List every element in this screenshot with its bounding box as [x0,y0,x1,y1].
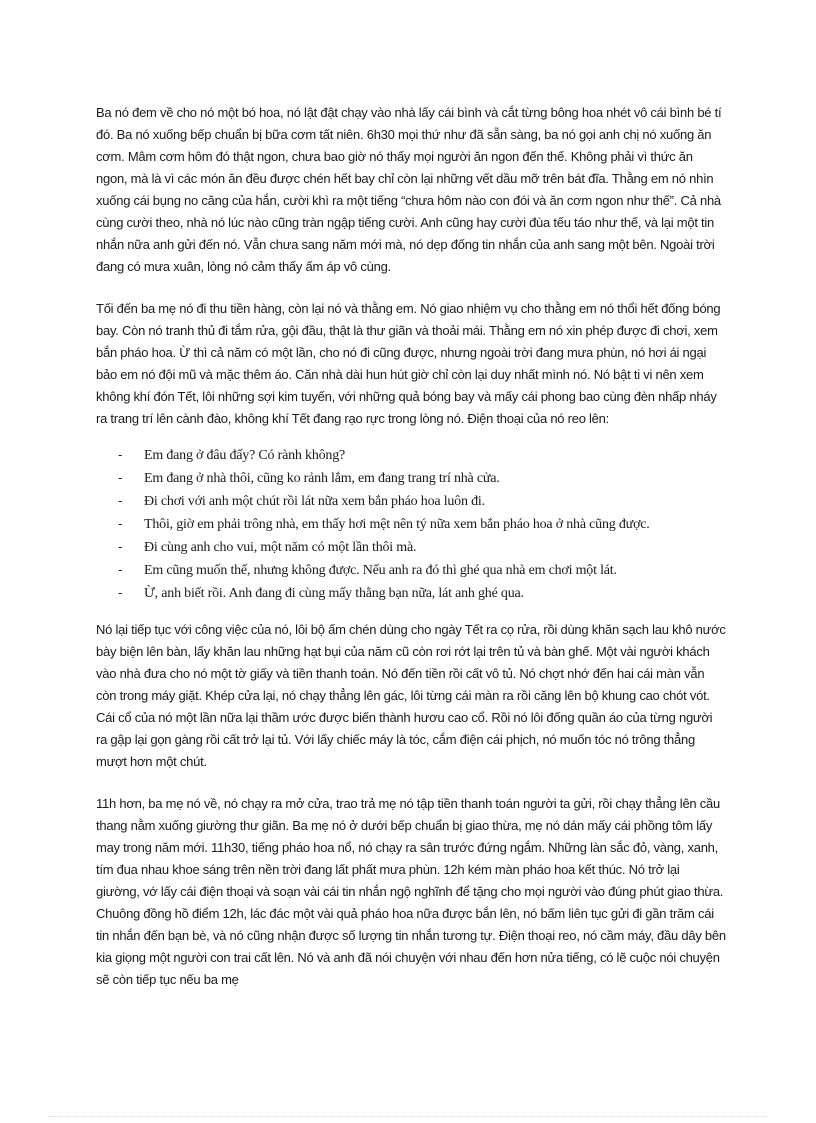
dialogue-text: Thôi, giờ em phải trông nhà, em thấy hơi mệt nên tý nữa xem bắn pháo hoa ở nhà cũng được. [144,517,650,532]
dialogue-text: Ừ, anh biết rồi. Anh đang đi cùng mấy thằng bạn nữa, lát anh ghé qua. [144,586,524,601]
dialogue-text: Đi chơi với anh một chút rồi lát nữa xem bắn pháo hoa luôn đi. [144,494,485,509]
dialogue-text: Em cũng muốn thế, nhưng không được. Nếu anh ra đó thì ghé qua nhà em chơi một lát. [144,563,617,578]
dash-marker: - [118,470,123,485]
dialogue-text: Em đang ở đâu đấy? Có rành không? [144,448,346,463]
dash-marker: - [118,539,123,554]
dialogue-line [96,444,726,467]
dash-marker: - [118,585,123,600]
dash-marker: - [118,516,123,531]
dash-marker: - [118,493,123,508]
dialogue-line [96,513,726,536]
paragraph-new-year: 11h hơn, ba mẹ nó về, nó chạy ra mở cửa, trao trả mẹ nó tập tiền thanh toán người ta gửi, rồi chạy thẳng lên cầu thang nằm xuống giường thư giãn. Ba mẹ nó ở dưới bếp chuẩn bị giao thừa, mẹ nó dán mấy cái phồng tôm lấy may trong năm mới. 11h30, tiếng pháo hoa nổ, nó chạy ra sân trước đứng ngắm. Những làn sắc đỏ, vàng, xanh, tím đua nhau khoe sáng trên nền trời đang lất phất mưa phùn. 12h kém màn pháo hoa kết thúc. Nó trở lại giường, vớ lấy cái điện thoại và soạn vài cái tin nhắn ngộ nghĩnh để tặng cho mọi người vào đúng phút giao thừa. Chuông đồng hồ điểm 12h, lác đác một vài quả pháo hoa nữa được bắn lên, nó bấm liên tục gửi đi gần trăm cái tin nhắn đến bạn bè, và nó cũng nhận được số lượng tin nhắn tương tự. Điện thoại reo, nó cầm máy, đầu dây bên kia giọng một người con trai cất lên. Nó và anh đã nói chuyện với nhau đến hơn nửa tiếng, có lẽ cuộc nói chuyện sẽ còn tiếp tục nếu ba mẹ [96,796,726,987]
dash-marker: - [118,562,123,577]
dialogue-line [96,467,726,490]
paragraph-evening: Tối đến ba mẹ nó đi thu tiền hàng, còn lại nó và thằng em. Nó giao nhiệm vụ cho thằng em nó thổi hết đống bóng bay. Còn nó tranh thủ đi tắm rửa, gội đầu, thật là thư giãn và thoải mái. Thằng em nó xin phép được đi chơi, xem bắn pháo hoa. Ừ thì cả năm có một lần, cho nó đi cũng được, nhưng ngoài trời đang mưa phùn, nó hơi ái ngại bảo em nó đội mũ và mặc thêm áo. Căn nhà dài hun hút giờ chỉ còn lại duy nhất mình nó. Nó bật ti vi nên xem không khí đón Tết, lôi những sợi kim tuyến, với những quả bóng bay và mấy cái phong bao cùng đèn nhấp nháy ra trang trí lên cành đào, không khí Tết đang rạo rực trong lòng nó. Điện thoại của nó reo lên: [96,301,721,426]
phone-dialogue-list [96,444,726,605]
paragraph-chores: Nó lại tiếp tục với công việc của nó, lôi bộ ấm chén dùng cho ngày Tết ra cọ rửa, rồi dùng khăn sạch lau khô nước bày biện lên bàn, lấy khăn lau những hạt bụi của năm cũ còn rơi rớt lại trên tủ và bàn ghế. Một vài người khách vào nhà đưa cho nó một tờ giấy và tiền thanh toán. Nó đến tiền rồi cất vô tủ. Nó chợt nhớ đến hai cái màn vẫn còn trong máy giặt. Khép cửa lại, nó chạy thẳng lên gác, lôi từng cái màn ra rồi căng lên bộ khung cao chót vót. Cái cổ của nó một lần nữa lại thầm ước được biến thành hươu cao cổ. Rồi nó lôi đống quần áo của từng người ra gập lại gọn gàng rồi cất trở lại tủ. Với lấy chiếc máy là tóc, cắm điện cái phịch, nó muốn tóc nó trông thẳng mượt hơn một chút. [96,622,726,769]
page-bottom-divider [48,1116,768,1117]
dialogue-line [96,490,726,513]
dialogue-text: Em đang ở nhà thôi, cũng ko rảnh lắm, em đang trang trí nhà cửa. [144,471,500,486]
dialogue-text: Đi cùng anh cho vui, một năm có một lần thôi mà. [144,540,417,555]
dialogue-line [96,536,726,559]
dialogue-line [96,582,726,605]
dialogue-line [96,559,726,582]
dash-marker: - [118,447,123,462]
paragraph-dinner: Ba nó đem về cho nó một bó hoa, nó lật đật chạy vào nhà lấy cái bình và cắt từng bông hoa nhét vô cái bình bé tí đó. Ba nó xuống bếp chuẩn bị bữa cơm tất niên. 6h30 mọi thứ như đã sẵn sàng, ba nó gọi anh chị nó xuống ăn cơm. Mâm cơm hôm đó thật ngon, chưa bao giờ nó thấy mọi người ăn ngon đến thế. Không phải vì thức ăn ngon, mà là vì các món ăn đều được chén hết bay chỉ còn lại những vết dầu mỡ trên bát đĩa. Thằng em nó nhìn xuống cái bụng no căng của hắn, cười khì ra một tiếng “chưa hôm nào con đói và ăn cơm ngon như thế”. Cả nhà cùng cười theo, nhà nó lúc nào cũng tràn ngập tiếng cười. Anh cũng hay cười đùa tếu táo như thế, và lại một tin nhắn nữa anh gửi đến nó. Vẫn chưa sang năm mới mà, nó dẹp đống tin nhắn của anh sang một bên. Ngoài trời đang có mưa xuân, lòng nó cảm thấy ấm áp vô cùng. [96,105,722,274]
document-body [96,102,726,1011]
